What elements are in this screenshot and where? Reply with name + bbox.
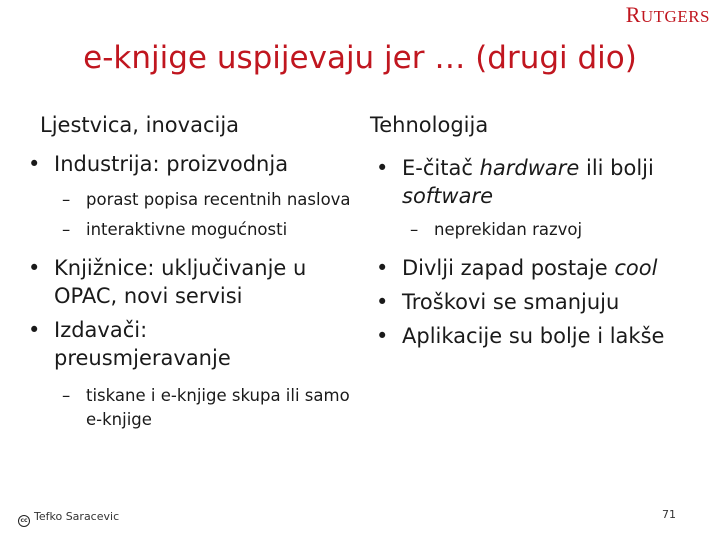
west-prefix: Divlji zapad postaje [402, 256, 615, 280]
page-number: 71 [662, 508, 676, 521]
reader-hardware: hardware [479, 156, 580, 180]
subbullet-list: – porast popisa recentnih naslova [22, 188, 352, 212]
west-cool: cool [614, 256, 658, 280]
subbullet-development: – neprekidan razvoj [370, 218, 715, 242]
footer-author [18, 510, 119, 527]
bullet-libraries: • Knjižnice: uključivanje u OPAC, novi servisi [22, 254, 352, 310]
bullet-reader [370, 154, 715, 210]
left-heading: Ljestvica, inovacija [40, 113, 240, 137]
slide-title: e-knjige uspijevaju jer … (drugi dio) [83, 40, 637, 76]
subbullet-interactive: – interaktivne mogućnosti [22, 218, 352, 242]
author-name: Tefko Saracevic [34, 510, 120, 523]
bullet-costs: • Troškovi se smanjuju [370, 288, 715, 316]
reader-prefix: E-čitač [402, 156, 480, 180]
logo-initial: R [625, 2, 641, 27]
reader-mid: ili bolji [579, 156, 654, 180]
rutgers-logo [626, 2, 710, 28]
cc-icon: cc [18, 515, 30, 527]
reader-software: software [402, 184, 494, 208]
bullet-apps: • Aplikacije su bolje i lakše [370, 322, 715, 350]
right-heading: Tehnologija [370, 113, 489, 137]
logo-rest: UTGERS [640, 7, 710, 26]
bullet-industry: • Industrija: proizvodnja [22, 150, 352, 178]
bullet-publishers: • Izdavači: preusmjeravanje [22, 316, 322, 372]
bullet-wild-west [370, 254, 715, 282]
subbullet-print: – tiskane i e-knjige skupa ili samo e-knjige [22, 384, 362, 432]
right-column [370, 110, 715, 350]
left-column [22, 110, 352, 432]
